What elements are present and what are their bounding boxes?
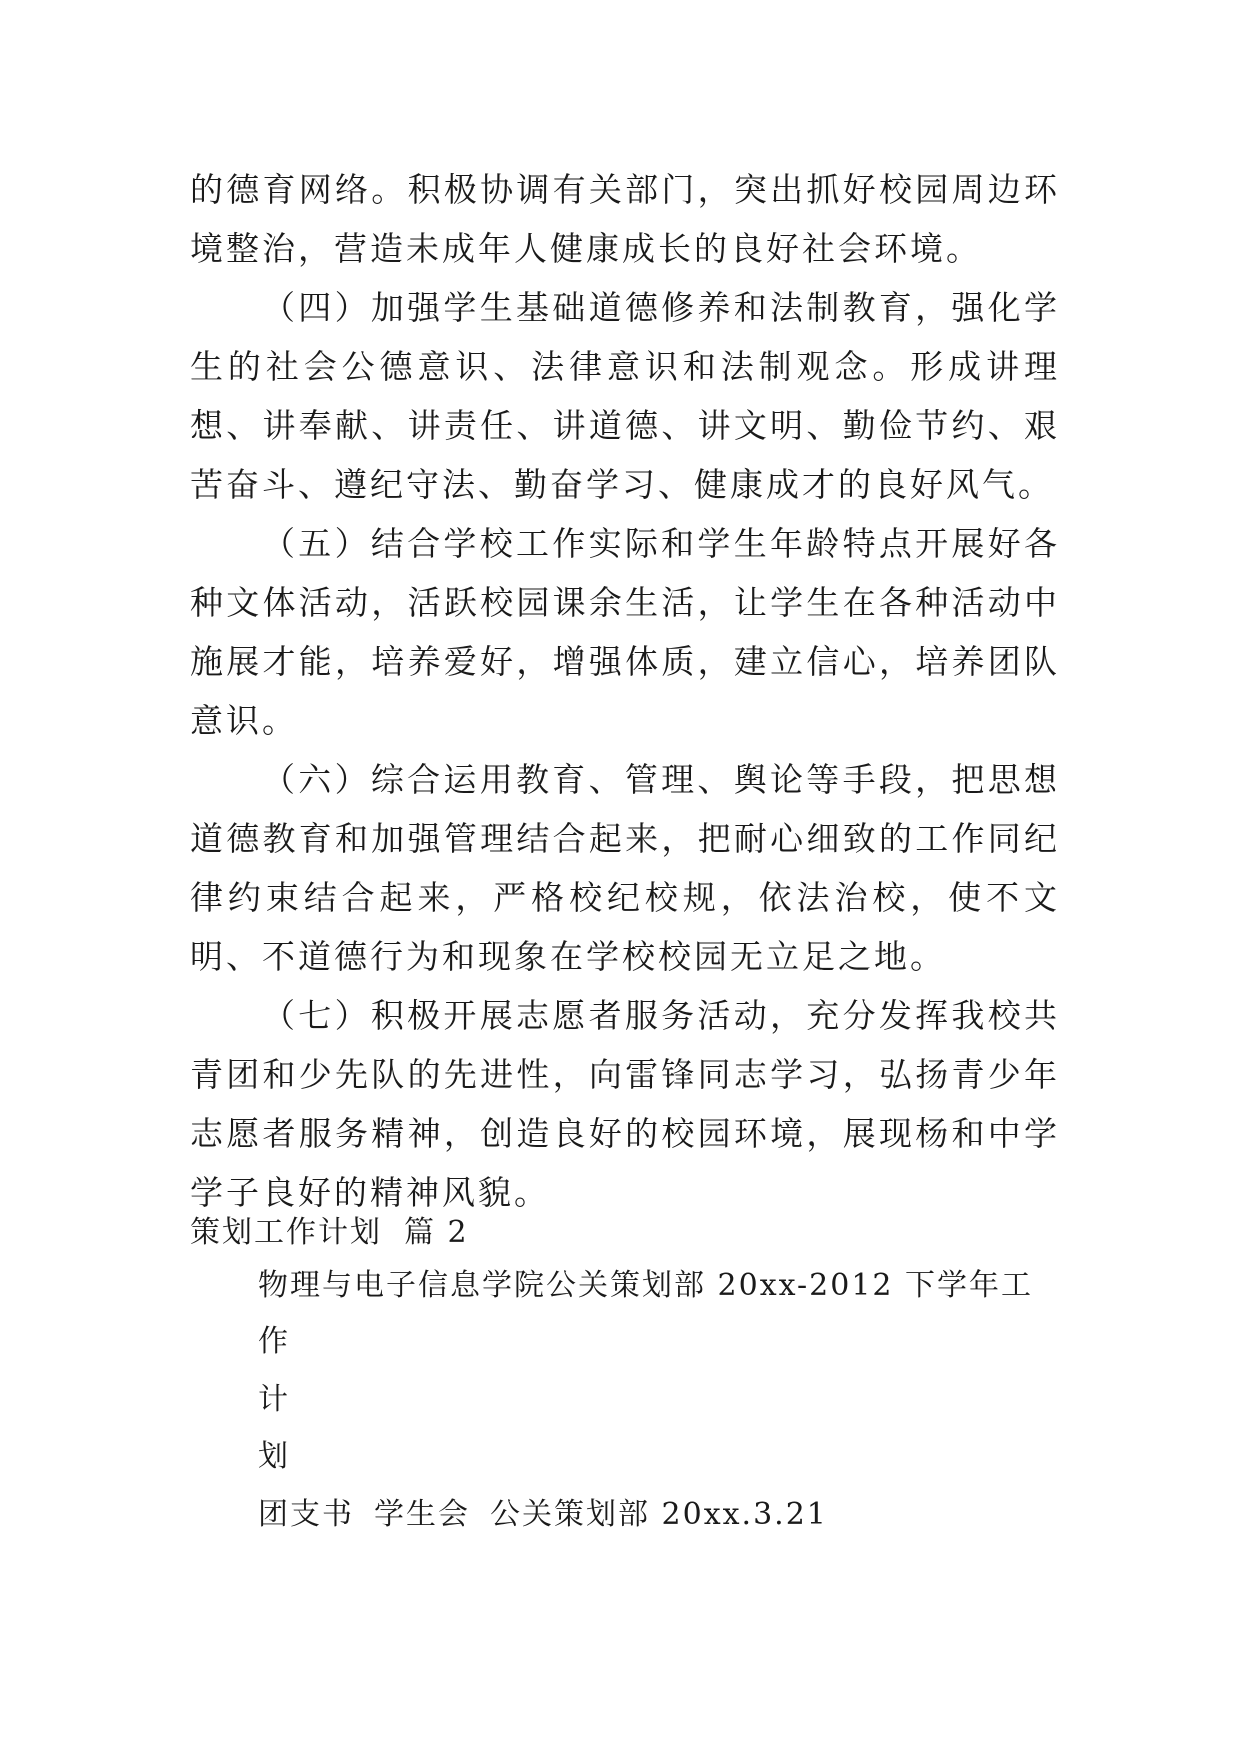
plan-signature xyxy=(258,1495,828,1535)
paragraph-dev-network: 的德育网络。积极协调有关部门，突出抓好校园周边环境整治，营造未成年人健康成长的良好社会环境。 xyxy=(190,170,1060,268)
paragraph-six-management: （六）综合运用教育、管理、舆论等手段，把思想道德教育和加强管理结合起来，把耐心细致的工作同纪律约束结合起来，严格校纪校规，依法治校，使不文明、不道德行为和现象在学校校园无立足之地。 xyxy=(190,760,1060,976)
plan-heading-char-1: 作 xyxy=(258,1324,290,1359)
paragraph-seven-volunteer: （七）积极开展志愿者服务活动，充分发挥我校共青团和少先队的先进性，向雷锋同志学习，弘扬青少年志愿者服务精神，创造良好的校园环境，展现杨和中学学子良好的精神风貌。 xyxy=(190,996,1060,1212)
plan-heading-char-3: 划 xyxy=(258,1439,290,1474)
section-part-label: 篇 2 xyxy=(404,1215,469,1250)
plan-heading-char-2: 计 xyxy=(258,1382,290,1417)
paragraph-five-activities: （五）结合学校工作实际和学生年龄特点开展好各种文体活动，活跃校园课余生活，让学生在各种活动中施展才能，培养爱好，增强体质，建立信心，培养团队意识。 xyxy=(190,524,1060,740)
signature-dept-date: 公关策划部 20xx.3.21 xyxy=(490,1497,828,1532)
signature-org-1: 团支书 xyxy=(258,1497,354,1532)
paragraph-four-morality: （四）加强学生基础道德修养和法制教育，强化学生的社会公德意识、法律意识和法制观念。形成讲理想、讲奉献、讲责任、讲道德、讲文明、勤俭节约、艰苦奋斗、遵纪守法、勤奋学习、健康成才的良好风气。 xyxy=(190,288,1060,504)
section-title xyxy=(190,1213,469,1253)
section-title-text: 策划工作计划 xyxy=(190,1215,382,1250)
body-text xyxy=(190,160,1060,1222)
plan-heading: 物理与电子信息学院公关策划部 20xx-2012 下学年工 xyxy=(258,1268,1034,1303)
signature-org-2: 学生会 xyxy=(374,1497,470,1532)
